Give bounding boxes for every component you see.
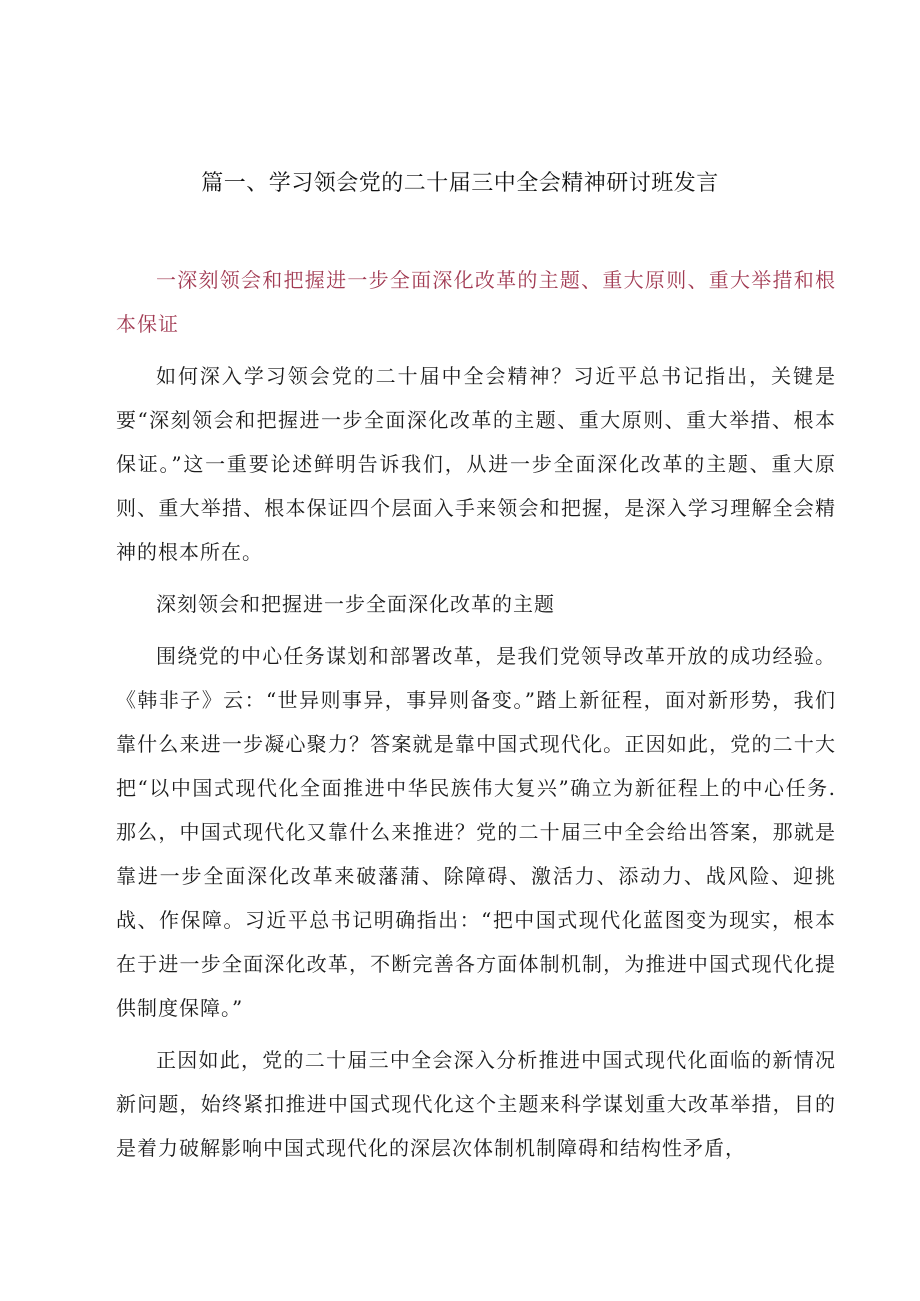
section-heading: 一深刻领会和把握进一步全面深化改革的主题、重大原则、重大举措和根本保证 (116, 268, 836, 336)
document-body (116, 258, 836, 1170)
document-title: 篇一、学习领会党的二十届三中全会精神研讨班发言 (201, 171, 719, 196)
body-paragraph: 正因如此，党的二十届三中全会深入分析推进中国式现代化面临的新情况新问题，始终紧扣推进中国式现代化这个主题来科学谋划重大改革举措，目的是着力破解影响中国式现代化的深层次体制机制障碍和结构性矛盾， (116, 1048, 836, 1160)
subsection-heading: 深刻领会和把握进一步全面深化改革的主题 (156, 592, 555, 616)
body-paragraph: 围绕党的中心任务谋划和部署改革，是我们党领导改革开放的成功经验。《韩非子》云：“世异则事异，事异则备变。”踏上新征程，面对新形势，我们靠什么来进一步凝心聚力？答案就是靠中国式现代化。正因如此，党的二十大把“以中国式现代化全面推进中华民族伟大复兴”确立为新征程上的中心任务.那么，中国式现代化又靠什么来推进？党的二十届三中全会给出答案，那就是靠进一步全面深化改革来破藩蒲、除障碍、激活力、添动力、战风险、迎挑战、作保障。习近平总书记明确指出：“把中国式现代化蓝图变为现实，根本在于进一步全面深化改革，不断完善各方面体制机制，为推进中国式现代化提供制度保障。” (116, 644, 836, 1020)
body-paragraph: 如何深入学习领会党的二十届中全会精神？习近平总书记指出，关键是要“深刻领会和把握进一步全面深化改革的主题、重大原则、重大举措、根本保证。”这一重要论述鲜明告诉我们，从进一步全面深化改革的主题、重大原则、重大举措、根本保证四个层面入手来领会和把握，是深入学习理解全会精神的根本所在。 (116, 364, 836, 564)
